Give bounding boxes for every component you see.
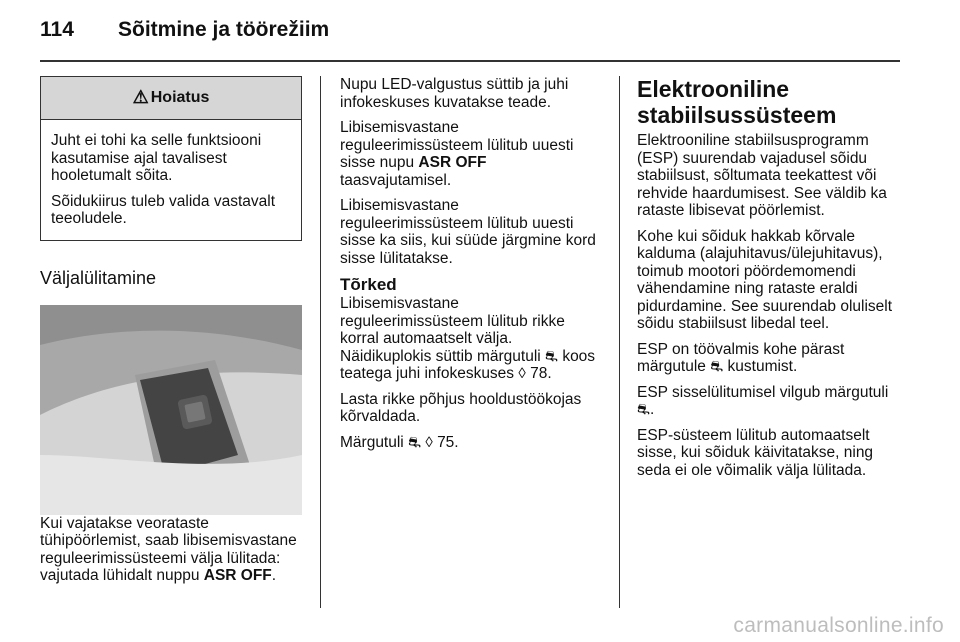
indicator-ref-text: Märgutuli: [340, 433, 404, 451]
warning-text-1: Juht ei tohi ka selle funktsiooni kasutamise ajal tavalisest hooletumalt sõita.: [51, 132, 262, 184]
indicator-paragraph: [340, 348, 602, 383]
esp-flash-text: ESP sisselülitumisel vilgub märgutuli: [637, 383, 889, 401]
page-ref-75: 75.: [437, 433, 459, 451]
column-divider-2: [619, 76, 620, 608]
warning-title: Hoiatus: [150, 89, 210, 107]
console-illustration: [40, 305, 302, 515]
esp-flash-text-end: .: [649, 401, 655, 418]
section-heading-deactivation: Väljalülitamine: [40, 267, 157, 288]
esp-ready-text-end: kustumist.: [727, 358, 798, 375]
esp-ready-text: ESP on töövalmis kohe pärast märgutule: [637, 340, 845, 375]
esp-skid-icon: ⛐: [710, 358, 724, 375]
column-3: [637, 76, 907, 487]
page-reference-icon: ◊: [518, 365, 526, 382]
column-1: [40, 76, 302, 593]
fault-paragraph: Libisemisvastane reguleerimissüsteem lülitub rikke korral automaatselt välja.: [340, 295, 565, 347]
header-rule: [40, 60, 900, 62]
asr-off-button-photo: [40, 305, 302, 515]
esp-skid-icon: ⛐: [637, 401, 650, 418]
esp-flash-paragraph: [637, 384, 907, 419]
workshop-paragraph: Lasta rikke põhjus hooldustöökojas kõrvaldada.: [340, 390, 582, 425]
warning-box: [40, 76, 302, 241]
column-divider-1: [320, 76, 321, 608]
esp-ready-paragraph: [637, 341, 907, 376]
watermark: carmanualsonline.info: [733, 614, 944, 637]
asr-off-label: ASR OFF: [203, 567, 272, 584]
led-paragraph: Nupu LED-valgustus süttib ja juhi infokeskuses kuvatakse teade.: [340, 76, 569, 111]
deactivation-text: Kui vajatakse veorataste tühipöörlemist, saab libisemisvastane reguleerimissüsteemi välja lülitada: vajutada lühidalt nuppu: [40, 514, 297, 584]
column-2: [340, 76, 602, 459]
faults-heading: Tõrked: [340, 275, 397, 294]
deactivation-paragraph: [40, 515, 302, 585]
esp-skid-icon: ⛐: [545, 347, 558, 365]
reactivation-text-end: taasvajutamisel.: [340, 171, 452, 189]
chapter-title: Sõitmine ja töörežiim: [118, 18, 330, 41]
indicator-text: Näidikuplokis süttib märgutuli: [340, 347, 541, 365]
ignition-paragraph: Libisemisvastane reguleerimissüsteem lülitub uuesti sisse ka siis, kui süüde järgmine kord sisse lülitatakse.: [340, 197, 596, 267]
page-number: 114: [40, 18, 74, 41]
reactivation-paragraph: [340, 119, 602, 189]
reactivation-text: Libisemisvastane reguleerimissüsteem lülitub uuesti sisse nupu: [340, 119, 574, 171]
page-ref-78: 78.: [530, 365, 552, 382]
warning-triangle-icon: ⚠: [132, 87, 149, 108]
warning-header: [41, 77, 301, 120]
page-header: [40, 18, 329, 42]
esp-operation-paragraph: Kohe kui sõiduk hakkab kõrvale kalduma (alajuhitavus/ülejuhitavus), toimub mootori pöördemomendi vähendamine ning rataste eraldi pidurdamine. See suurendab oluliselt sõidu stabiilsust libedal teel.: [637, 227, 893, 332]
asr-off-label-2: ASR OFF: [418, 154, 487, 171]
warning-body: [41, 120, 301, 240]
esp-auto-paragraph: ESP-süsteem lülitub automaatselt sisse, kui sõiduk käivitatakse, ning seda ei ole võimalik välja lülitada.: [637, 426, 874, 479]
deactivation-text-end: .: [271, 567, 277, 584]
page-reference-icon: ◊: [425, 433, 433, 451]
esp-skid-icon: ⛐: [408, 433, 422, 451]
indicator-text-end: koos teatega juhi infokeskuses: [340, 347, 596, 382]
esp-heading: Elektrooniline stabiilsussüsteem: [637, 76, 837, 128]
warning-text-2: Sõidukiirus tuleb valida vastavalt teeoludele.: [51, 192, 276, 227]
esp-intro-paragraph: Elektrooniline stabiilsusprogramm (ESP) suurendab vajadusel sõidu stabiilsust, sõltumata teekattest või rehvide haardumisest. See väldib ka rataste libisevat pöörlemist.: [637, 132, 887, 219]
indicator-ref-paragraph: [340, 434, 602, 452]
